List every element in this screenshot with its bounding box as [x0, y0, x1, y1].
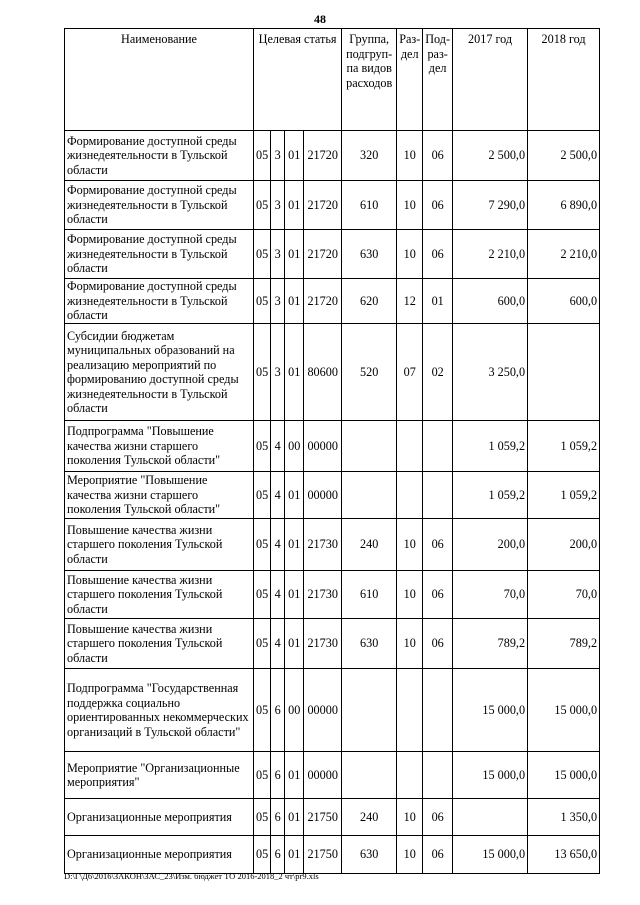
target-activity: 01 — [285, 324, 304, 421]
header-name: Наименование — [65, 29, 254, 131]
target-activity: 01 — [285, 571, 304, 619]
table-row — [65, 279, 600, 324]
subsection-code: 06 — [423, 799, 453, 836]
amount-2017: 789,2 — [453, 619, 528, 669]
target-activity: 01 — [285, 230, 304, 279]
row-name: Повышение качества жизни старшего поколения Тульской области — [65, 619, 254, 669]
amount-2017: 7 290,0 — [453, 181, 528, 230]
expense-group: 630 — [342, 619, 397, 669]
target-subprogram: 3 — [271, 324, 285, 421]
target-subprogram: 3 — [271, 230, 285, 279]
target-subprogram: 6 — [271, 752, 285, 799]
target-direction: 21720 — [304, 230, 342, 279]
amount-2017: 2 500,0 — [453, 131, 528, 181]
target-program: 05 — [254, 619, 271, 669]
target-subprogram: 3 — [271, 181, 285, 230]
subsection-code: 02 — [423, 324, 453, 421]
expense-group: 630 — [342, 230, 397, 279]
target-activity: 01 — [285, 836, 304, 874]
subsection-code — [423, 669, 453, 752]
section-code: 10 — [397, 799, 423, 836]
table-row — [65, 519, 600, 571]
section-code: 10 — [397, 131, 423, 181]
target-program: 05 — [254, 230, 271, 279]
amount-2018: 13 650,0 — [528, 836, 600, 874]
section-code: 07 — [397, 324, 423, 421]
amount-2017: 70,0 — [453, 571, 528, 619]
row-name: Мероприятие "Организационные мероприятия" — [65, 752, 254, 799]
target-activity: 01 — [285, 279, 304, 324]
row-name: Организационные мероприятия — [65, 836, 254, 874]
section-code: 10 — [397, 619, 423, 669]
header-section: Раз-дел — [397, 29, 423, 131]
section-code — [397, 669, 423, 752]
section-code: 10 — [397, 519, 423, 571]
subsection-code — [423, 472, 453, 519]
row-name: Мероприятие "Повышение качества жизни старшего поколения Тульской области" — [65, 472, 254, 519]
amount-2018: 2 210,0 — [528, 230, 600, 279]
amount-2017: 2 210,0 — [453, 230, 528, 279]
row-name: Формирование доступной среды жизнедеятельности в Тульской области — [65, 181, 254, 230]
subsection-code — [423, 421, 453, 472]
expense-group: 610 — [342, 571, 397, 619]
target-direction: 80600 — [304, 324, 342, 421]
target-subprogram: 3 — [271, 131, 285, 181]
target-program: 05 — [254, 669, 271, 752]
row-name: Формирование доступной среды жизнедеятельности в Тульской области — [65, 131, 254, 181]
amount-2018: 789,2 — [528, 619, 600, 669]
page-number: 48 — [314, 12, 326, 26]
row-name: Повышение качества жизни старшего поколения Тульской области — [65, 519, 254, 571]
section-code — [397, 752, 423, 799]
amount-2018 — [528, 324, 600, 421]
target-subprogram: 4 — [271, 571, 285, 619]
row-name: Повышение качества жизни старшего поколения Тульской области — [65, 571, 254, 619]
amount-2017: 1 059,2 — [453, 421, 528, 472]
amount-2018: 6 890,0 — [528, 181, 600, 230]
target-activity: 01 — [285, 181, 304, 230]
target-program: 05 — [254, 752, 271, 799]
section-code — [397, 421, 423, 472]
target-program: 05 — [254, 324, 271, 421]
subsection-code: 06 — [423, 131, 453, 181]
table-row — [65, 799, 600, 836]
section-code — [397, 472, 423, 519]
amount-2017: 1 059,2 — [453, 472, 528, 519]
section-code: 10 — [397, 571, 423, 619]
target-direction: 00000 — [304, 669, 342, 752]
table-row — [65, 472, 600, 519]
row-name: Организационные мероприятия — [65, 799, 254, 836]
amount-2018: 200,0 — [528, 519, 600, 571]
target-program: 05 — [254, 181, 271, 230]
expense-group: 240 — [342, 519, 397, 571]
header-group: Группа, подгруп-па видов расходов — [342, 29, 397, 131]
amount-2017: 600,0 — [453, 279, 528, 324]
target-direction: 00000 — [304, 421, 342, 472]
target-subprogram: 6 — [271, 799, 285, 836]
target-direction: 21730 — [304, 571, 342, 619]
table-body — [65, 131, 600, 874]
subsection-code: 06 — [423, 836, 453, 874]
amount-2018: 1 059,2 — [528, 421, 600, 472]
target-activity: 01 — [285, 799, 304, 836]
section-code: 10 — [397, 836, 423, 874]
target-subprogram: 3 — [271, 279, 285, 324]
target-direction: 21750 — [304, 836, 342, 874]
target-activity: 00 — [285, 421, 304, 472]
budget-table — [64, 28, 600, 874]
amount-2018: 15 000,0 — [528, 752, 600, 799]
table-row — [65, 421, 600, 472]
header-2017: 2017 год — [453, 29, 528, 131]
table-row — [65, 619, 600, 669]
file-path-footer: D:\Г\Д6\2016\ЗАКОН\ЗАС_23\Изм. бюджет ТО 2016-2018_2 чт\pr9.xls — [64, 871, 319, 881]
target-subprogram: 4 — [271, 519, 285, 571]
table-row — [65, 752, 600, 799]
target-subprogram: 6 — [271, 669, 285, 752]
header-2018: 2018 год — [528, 29, 600, 131]
expense-group — [342, 472, 397, 519]
expense-group: 320 — [342, 131, 397, 181]
expense-group — [342, 752, 397, 799]
target-program: 05 — [254, 799, 271, 836]
subsection-code: 06 — [423, 181, 453, 230]
amount-2018: 2 500,0 — [528, 131, 600, 181]
row-name: Формирование доступной среды жизнедеятельности в Тульской области — [65, 279, 254, 324]
target-program: 05 — [254, 519, 271, 571]
table-row — [65, 181, 600, 230]
target-subprogram: 4 — [271, 421, 285, 472]
expense-group: 630 — [342, 836, 397, 874]
amount-2017: 3 250,0 — [453, 324, 528, 421]
amount-2018: 1 059,2 — [528, 472, 600, 519]
subsection-code: 06 — [423, 230, 453, 279]
header-target: Целевая статья — [254, 29, 342, 131]
target-subprogram: 4 — [271, 619, 285, 669]
target-subprogram: 6 — [271, 836, 285, 874]
target-program: 05 — [254, 131, 271, 181]
row-name: Подпрограмма "Государственная поддержка социально ориентированных некоммерческих организаций в Тульской области" — [65, 669, 254, 752]
table-row — [65, 669, 600, 752]
target-direction: 21730 — [304, 619, 342, 669]
target-direction: 00000 — [304, 472, 342, 519]
table-row — [65, 131, 600, 181]
row-name: Подпрограмма "Повышение качества жизни старшего поколения Тульской области" — [65, 421, 254, 472]
target-subprogram: 4 — [271, 472, 285, 519]
target-program: 05 — [254, 571, 271, 619]
subsection-code: 06 — [423, 571, 453, 619]
target-direction: 21720 — [304, 181, 342, 230]
header-subsection: Под-раз-дел — [423, 29, 453, 131]
expense-group: 520 — [342, 324, 397, 421]
expense-group — [342, 669, 397, 752]
row-name: Формирование доступной среды жизнедеятельности в Тульской области — [65, 230, 254, 279]
target-direction: 00000 — [304, 752, 342, 799]
target-activity: 01 — [285, 752, 304, 799]
target-program: 05 — [254, 472, 271, 519]
expense-group: 610 — [342, 181, 397, 230]
expense-group: 620 — [342, 279, 397, 324]
target-direction: 21750 — [304, 799, 342, 836]
amount-2017 — [453, 799, 528, 836]
amount-2018: 1 350,0 — [528, 799, 600, 836]
table-row — [65, 324, 600, 421]
subsection-code: 01 — [423, 279, 453, 324]
target-direction: 21730 — [304, 519, 342, 571]
subsection-code: 06 — [423, 619, 453, 669]
header-row — [65, 29, 600, 131]
target-program: 05 — [254, 836, 271, 874]
target-direction: 21720 — [304, 279, 342, 324]
target-direction: 21720 — [304, 131, 342, 181]
table-row — [65, 230, 600, 279]
target-activity: 01 — [285, 619, 304, 669]
row-name: Субсидии бюджетам муниципальных образований на реализацию мероприятий по формированию доступной среды жизнедеятельности в Тульской области — [65, 324, 254, 421]
amount-2017: 15 000,0 — [453, 836, 528, 874]
amount-2018: 15 000,0 — [528, 669, 600, 752]
amount-2017: 15 000,0 — [453, 752, 528, 799]
expense-group — [342, 421, 397, 472]
subsection-code: 06 — [423, 519, 453, 571]
amount-2017: 15 000,0 — [453, 669, 528, 752]
target-activity: 01 — [285, 131, 304, 181]
target-activity: 01 — [285, 519, 304, 571]
target-program: 05 — [254, 279, 271, 324]
section-code: 10 — [397, 230, 423, 279]
amount-2018: 600,0 — [528, 279, 600, 324]
amount-2018: 70,0 — [528, 571, 600, 619]
target-program: 05 — [254, 421, 271, 472]
amount-2017: 200,0 — [453, 519, 528, 571]
table-row — [65, 836, 600, 874]
section-code: 12 — [397, 279, 423, 324]
target-activity: 01 — [285, 472, 304, 519]
table-row — [65, 571, 600, 619]
subsection-code — [423, 752, 453, 799]
expense-group: 240 — [342, 799, 397, 836]
target-activity: 00 — [285, 669, 304, 752]
section-code: 10 — [397, 181, 423, 230]
